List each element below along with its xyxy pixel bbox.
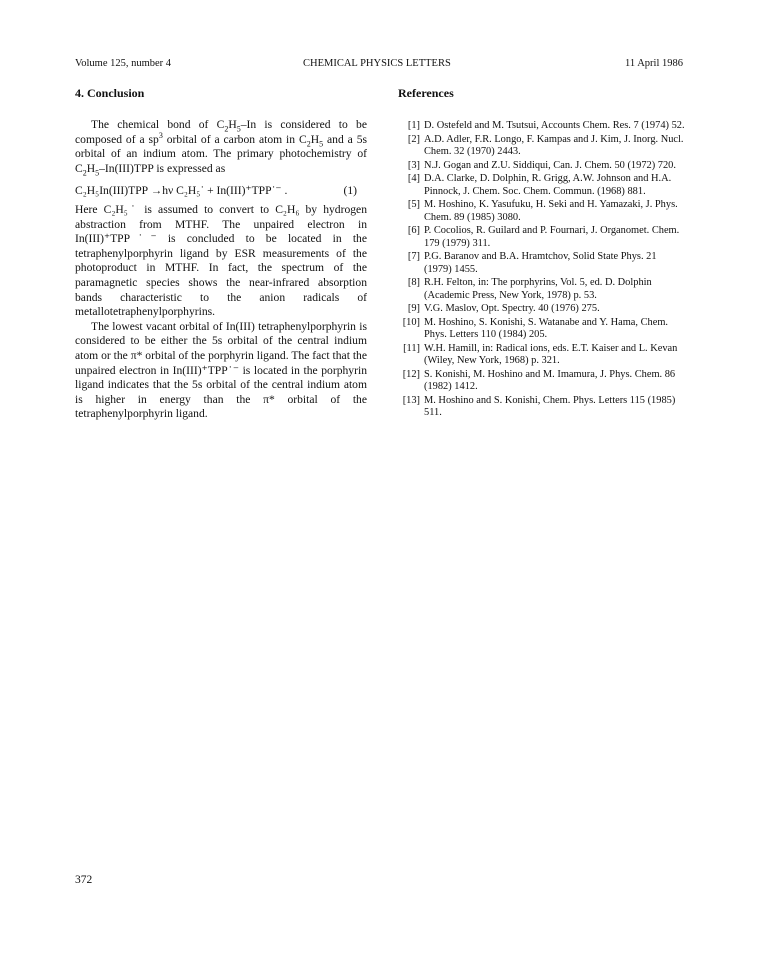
reference-text: W.H. Hamill, in: Radical ions, eds. E.T. Kaiser and L. Kevan (Wiley, New York, 1968) p. 321.	[424, 342, 678, 367]
reference-text: D. Ostefeld and M. Tsutsui, Accounts Chem. Res. 7 (1974) 52.	[424, 120, 685, 131]
reference-number: [3]	[407, 159, 420, 171]
reference-item	[398, 303, 686, 315]
reference-number: [8]	[407, 277, 420, 289]
reference-item	[398, 251, 686, 276]
equation-1	[75, 184, 367, 199]
issue-date: 11 April 1986	[625, 58, 683, 69]
reference-item	[398, 317, 686, 342]
reference-text: D.A. Clarke, D. Dolphin, R. Grigg, A.W. Johnson and H.A. Pinnock, J. Chem. Soc. Chem. Commun. (1968) 881.	[424, 173, 672, 197]
reference-number: [13]	[402, 394, 420, 406]
reference-number: [2]	[407, 133, 420, 145]
reference-list	[398, 120, 686, 420]
reference-item	[398, 225, 686, 250]
references-heading: References	[398, 86, 454, 100]
reference-item	[398, 134, 686, 159]
reference-text: V.G. Maslov, Opt. Spectry. 40 (1976) 275.	[424, 303, 600, 315]
reference-text: S. Konishi, M. Hoshino and M. Imamura, J. Phys. Chem. 86 (1982) 1412.	[424, 368, 676, 393]
reference-item	[398, 369, 686, 394]
reference-item	[398, 199, 686, 224]
reference-number: [4]	[407, 173, 420, 185]
reference-number: [5]	[407, 199, 420, 211]
reference-number: [6]	[407, 225, 420, 237]
reference-item	[398, 173, 686, 198]
reference-text: N.J. Gogan and Z.U. Siddiqui, Can. J. Chem. 50 (1972) 720.	[424, 159, 676, 171]
reference-text: M. Hoshino and S. Konishi, Chem. Phys. Letters 115 (1985) 511.	[424, 394, 676, 419]
reference-text: P.G. Baranov and B.A. Hramtchov, Solid State Phys. 21 (1979) 1455.	[424, 251, 657, 275]
conclusion-paragraph-1: The chemical bond of $C_2H_5-In$ is considered to be composed of a $sp^3$ orbital of a carbon atom in $C_2H_5$ and a 5s orbital of an indium atom. The primary photochemistry of $C_2H_5-In(III)TPP$ is expressed as	[75, 118, 367, 178]
conclusion-heading: 4. Conclusion	[75, 86, 145, 100]
conclusion-paragraph-3: The lowest vacant orbital of In(III) tetraphenylporphyrin is considered to be either the 5s orbital of the central indium atom or the π* orbital of the porphyrin ligand. The fact that the unpaired electron in In(III)⁺TPP˙⁻ is located in the porphyrin ligand indicates that the 5s orbital of the central indium atom is higher in energy than the π* orbital of the tetraphenylporphyrin ligand.	[75, 319, 367, 421]
equation-text: C₂H₅In(III)TPP →hν C₂H₅˙ + In(III)⁺TPP˙⁻ .	[75, 184, 288, 198]
conclusion-paragraph-2: Here C₂H₅˙ is assumed to convert to C₂H₆ by hydrogen abstraction from MTHF. The unpaired electron in In(III)⁺TPP˙⁻ is concluded to be located in the tetraphenylporphyrin ligand by ESR measurements of the photoproduct in MTHF. In fact, the spectrum of the paramagnetic species shows the near-infrared absorption bands characteristic to the anion radicals of metallotetraphenylporphyrins.	[75, 202, 367, 319]
reference-number: [7]	[407, 251, 420, 263]
reference-item	[398, 120, 686, 132]
reference-number: [11]	[403, 342, 420, 354]
references-column	[398, 86, 686, 421]
reference-number: [9]	[407, 303, 420, 315]
reference-item	[398, 395, 686, 420]
running-header	[75, 58, 683, 72]
reference-number: [10]	[402, 316, 420, 328]
page-number: 372	[75, 874, 93, 886]
journal-title: CHEMICAL PHYSICS LETTERS	[303, 58, 451, 69]
reference-text: R.H. Felton, in: The porphyrins, Vol. 5, ed. D. Dolphin (Academic Press, New York, 1978) p. 53.	[424, 277, 652, 301]
reference-item	[398, 277, 686, 302]
reference-item	[398, 343, 686, 368]
reference-number: [12]	[402, 368, 420, 380]
equation-number: (1)	[343, 184, 357, 198]
reference-text: A.D. Adler, F.R. Longo, F. Kampas and J. Kim, J. Inorg. Nucl. Chem. 32 (1970) 2443.	[424, 133, 684, 157]
reference-text: P. Cocolios, R. Guilard and P. Fournari, J. Organomet. Chem. 179 (1979) 311.	[424, 225, 680, 249]
reference-text: M. Hoshino, S. Konishi, S. Watanabe and Y. Hama, Chem. Phys. Letters 110 (1984) 205.	[424, 316, 668, 341]
reference-number: [1]	[407, 120, 420, 131]
conclusion-column	[75, 86, 367, 422]
reference-item	[398, 160, 686, 172]
volume-label: Volume 125, number 4	[75, 58, 172, 69]
reference-text: M. Hoshino, K. Yasufuku, H. Seki and H. Yamazaki, J. Phys. Chem. 89 (1985) 3080.	[424, 199, 678, 223]
